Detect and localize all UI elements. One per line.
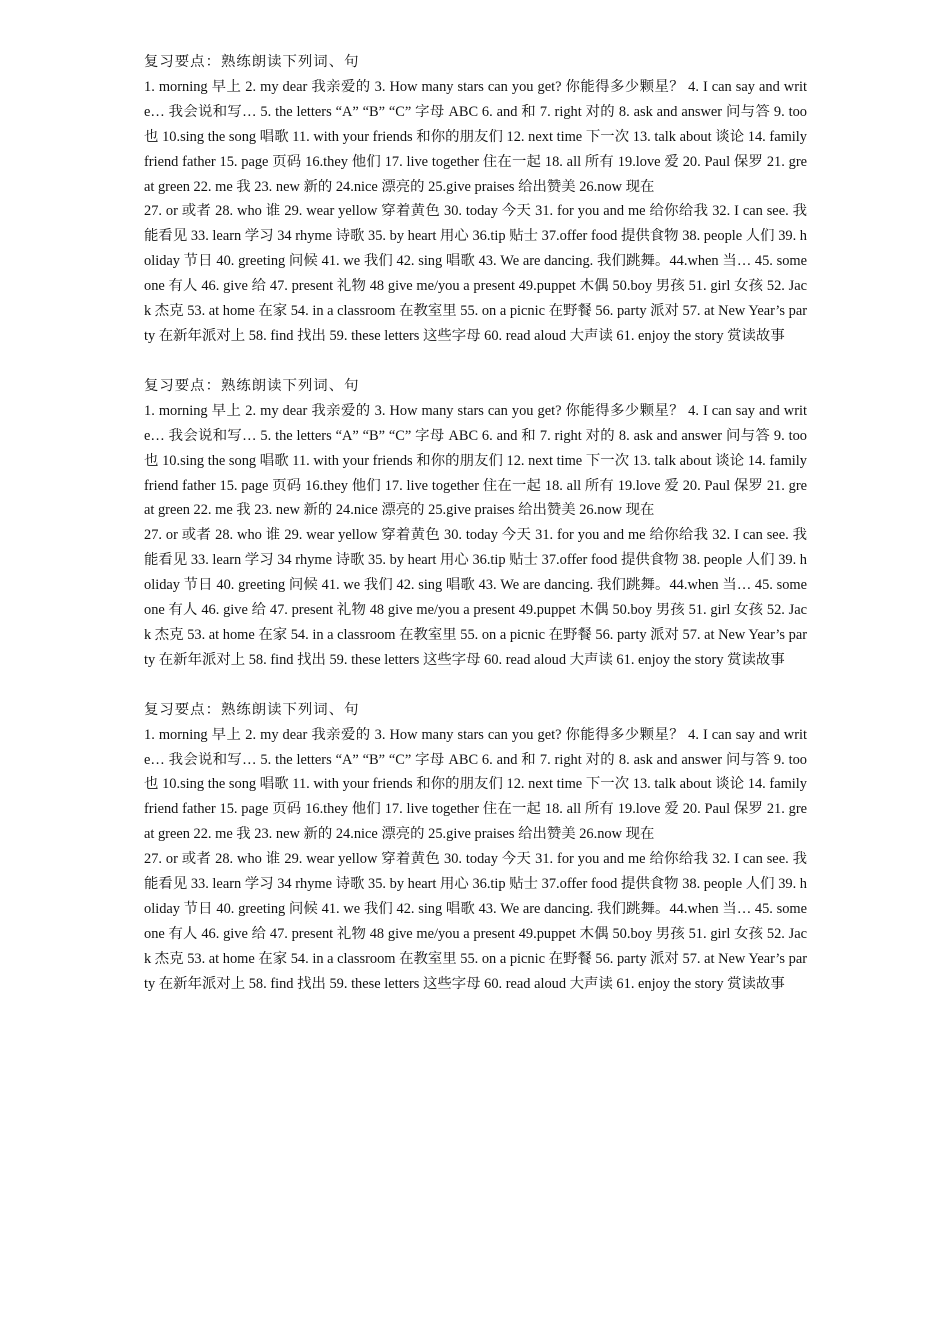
review-title: 复习要点：熟练朗读下列词、句	[144, 701, 360, 718]
vocab-paragraph-part-2: 27. or 或者 28. who 谁 29. wear yellow 穿着黄色 30. today 今天 31. for you and me 给你给我 32. I can see. 我能看见 33. learn 学习 34 rhyme 诗歌 35. by heart 用心 36.tip 贴士 37.offer food 提供食物 38. people 人们 39. holiday 节日 40. greeting 问候 41. we 我们 42. sing 唱歌 43. We are dancing. 我们跳舞。44.when 当… 45. someone 有人 46. give 给 47. present 礼物 48 give me/you a present 49.puppet 木偶 50.boy 男孩 51. girl 女孩 52. Jack 杰克 53. at home 在家 54. in a classroom 在教室里 55. on a picnic 在野餐 56. party 派对 57. at New Year’s party 在新年派对上 58. find 找出 59. these letters 这些字母 60. read aloud 大声读 61. enjoy the story 赏读故事	[144, 527, 807, 668]
review-block-2	[144, 374, 807, 673]
review-title: 复习要点：熟练朗读下列词、句	[144, 377, 360, 394]
review-title: 复习要点：熟练朗读下列词、句	[144, 54, 360, 70]
vocab-paragraph-part-1: 1. morning 早上 2. my dear 我亲爱的 3. How many stars can you get? 你能得多少颗星？ 4. I can say and write… 我会说和写… 5. the letters “A” “B” “C” 字母 ABC 6. and 和 7. right 对的 8. ask and answer 问与答 9. too 也 10.sing the song 唱歌 11. with your friends 和你的朋友们 12. next time 下一次 13. talk about 谈论 14. family friend father 15. page 页码 16.they 他们 17. live together 住在一起 18. all 所有 19.love 爱 20. Paul 保罗 21. great green 22. me 我 23. new 新的 24.nice 漂亮的 25.give praises 给出赞美 26.now 现在	[144, 78, 807, 195]
vocab-paragraph-part-1: 1. morning 早上 2. my dear 我亲爱的 3. How many stars can you get? 你能得多少颗星？ 4. I can say and write… 我会说和写… 5. the letters “A” “B” “C” 字母 ABC 6. and 和 7. right 对的 8. ask and answer 问与答 9. too 也 10.sing the song 唱歌 11. with your friends 和你的朋友们 12. next time 下一次 13. talk about 谈论 14. family friend father 15. page 页码 16.they 他们 17. live together 住在一起 18. all 所有 19.love 爱 20. Paul 保罗 21. great green 22. me 我 23. new 新的 24.nice 漂亮的 25.give praises 给出赞美 26.now 现在	[144, 402, 807, 519]
review-block-1	[144, 50, 807, 349]
vocab-paragraph-part-2: 27. or 或者 28. who 谁 29. wear yellow 穿着黄色 30. today 今天 31. for you and me 给你给我 32. I can see. 我能看见 33. learn 学习 34 rhyme 诗歌 35. by heart 用心 36.tip 贴士 37.offer food 提供食物 38. people 人们 39. holiday 节日 40. greeting 问候 41. we 我们 42. sing 唱歌 43. We are dancing. 我们跳舞。44.when 当… 45. someone 有人 46. give 给 47. present 礼物 48 give me/you a present 49.puppet 木偶 50.boy 男孩 51. girl 女孩 52. Jack 杰克 53. at home 在家 54. in a classroom 在教室里 55. on a picnic 在野餐 56. party 派对 57. at New Year’s party 在新年派对上 58. find 找出 59. these letters 这些字母 60. read aloud 大声读 61. enjoy the story 赏读故事	[144, 851, 807, 992]
vocab-paragraph-part-1: 1. morning 早上 2. my dear 我亲爱的 3. How many stars can you get? 你能得多少颗星？ 4. I can say and write… 我会说和写… 5. the letters “A” “B” “C” 字母 ABC 6. and 和 7. right 对的 8. ask and answer 问与答 9. too 也 10.sing the song 唱歌 11. with your friends 和你的朋友们 12. next time 下一次 13. talk about 谈论 14. family friend father 15. page 页码 16.they 他们 17. live together 住在一起 18. all 所有 19.love 爱 20. Paul 保罗 21. great green 22. me 我 23. new 新的 24.nice 漂亮的 25.give praises 给出赞美 26.now 现在	[144, 726, 807, 843]
review-block-3	[144, 698, 807, 997]
vocab-paragraph-part-2: 27. or 或者 28. who 谁 29. wear yellow 穿着黄色 30. today 今天 31. for you and me 给你给我 32. I can see. 我能看见 33. learn 学习 34 rhyme 诗歌 35. by heart 用心 36.tip 贴士 37.offer food 提供食物 38. people 人们 39. holiday 节日 40. greeting 问候 41. we 我们 42. sing 唱歌 43. We are dancing. 我们跳舞。44.when 当… 45. someone 有人 46. give 给 47. present 礼物 48 give me/you a present 49.puppet 木偶 50.boy 男孩 51. girl 女孩 52. Jack 杰克 53. at home 在家 54. in a classroom 在教室里 55. on a picnic 在野餐 56. party 派对 57. at New Year’s party 在新年派对上 58. find 找出 59. these letters 这些字母 60. read aloud 大声读 61. enjoy the story 赏读故事	[144, 203, 807, 344]
document-page	[144, 50, 807, 1022]
